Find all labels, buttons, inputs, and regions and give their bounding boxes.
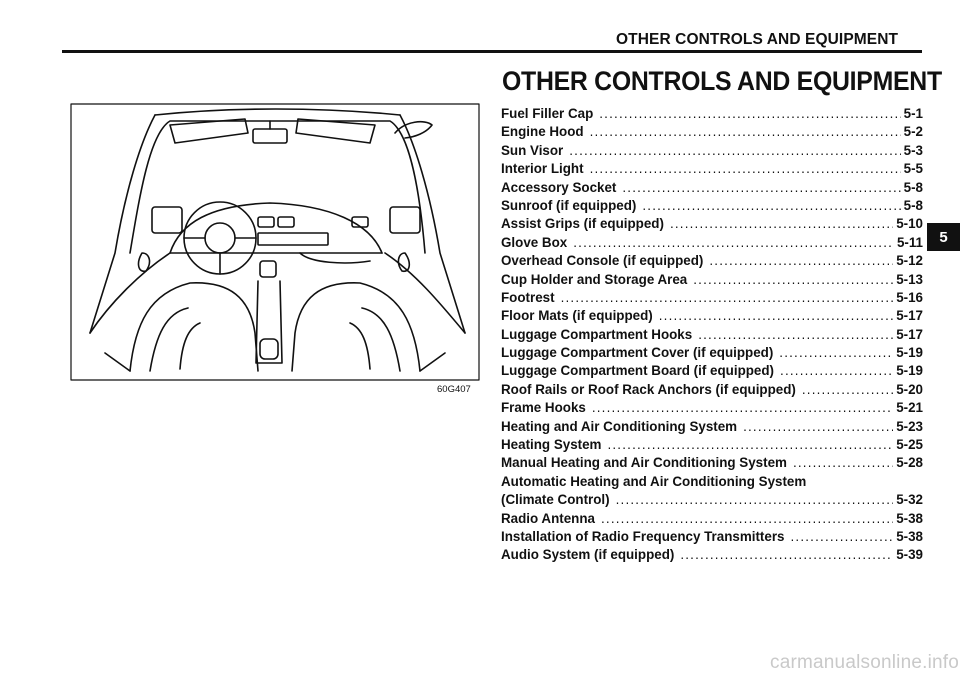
side-mirror-left: [152, 207, 182, 233]
leader-dots: [709, 252, 893, 270]
leader-dots: [670, 215, 893, 233]
toc-entry-page: 5-20: [896, 381, 923, 397]
toc-entry[interactable]: [501, 289, 923, 307]
toc-entry-page: 5-38: [896, 510, 923, 526]
toc-entry[interactable]: [501, 215, 923, 233]
toc-entry-page: 5-32: [896, 492, 923, 508]
toc-entry-title: Luggage Compartment Board (if equipped): [501, 363, 775, 379]
toc-entry[interactable]: [501, 546, 923, 564]
leader-dots: [743, 418, 893, 436]
watermark: carmanualsonline.info: [770, 652, 960, 673]
toc-entry[interactable]: [501, 307, 923, 325]
leader-dots: [622, 179, 900, 197]
a-pillar-right: [400, 115, 465, 333]
toc-entry-page: 5-8: [903, 197, 923, 213]
toc-entry-title: Interior Light: [501, 161, 584, 177]
toc-entry-title: Frame Hooks: [501, 400, 586, 416]
toc-entry[interactable]: [501, 271, 923, 289]
toc-entry[interactable]: [501, 179, 923, 197]
assist-grip: [395, 122, 432, 138]
toc-entry[interactable]: [501, 510, 923, 528]
toc-entry[interactable]: [501, 142, 923, 160]
leader-dots: [659, 307, 893, 325]
header-rule: [62, 50, 922, 53]
toc-entry-page: 5-23: [896, 418, 923, 434]
leader-dots: [693, 271, 893, 289]
toc-entry[interactable]: [501, 252, 923, 270]
sun-visor-right: [296, 119, 375, 143]
center-console: [258, 233, 328, 245]
toc-entry-title: Engine Hood: [501, 124, 584, 140]
leader-dots: [590, 160, 901, 178]
toc-entry-title-line1: Automatic Heating and Air Conditioning System: [501, 473, 807, 489]
toc-entry[interactable]: [501, 436, 923, 454]
chapter-tab: 5: [927, 223, 960, 251]
toc-entry-page: 5-38: [896, 528, 923, 544]
toc-entry[interactable]: [501, 362, 923, 380]
toc-entry[interactable]: [501, 528, 923, 546]
toc-entry-title: Installation of Radio Frequency Transmitters: [501, 528, 785, 544]
toc-entry-page: 5-2: [903, 124, 923, 140]
toc-entry-page: 5-19: [896, 345, 923, 361]
toc-entry-page: 5-17: [896, 326, 923, 342]
toc-entry-title: Audio System (if equipped): [501, 547, 675, 563]
toc-entry-page: 5-19: [896, 363, 923, 379]
leader-dots: [680, 546, 893, 564]
table-of-contents: [501, 105, 923, 565]
toc-entry-title: Assist Grips (if equipped): [501, 216, 664, 232]
door-handle-right: [398, 253, 409, 271]
vent-left: [258, 217, 274, 227]
toc-entry-page: 5-11: [896, 234, 923, 250]
toc-entry-page: 5-3: [903, 142, 923, 158]
toc-entry[interactable]: [501, 105, 923, 123]
leader-dots: [616, 491, 894, 509]
leader-dots: [698, 326, 893, 344]
toc-entry-page: 5-13: [896, 271, 923, 287]
door-handle-left: [139, 253, 150, 271]
leader-dots: [607, 436, 893, 454]
toc-entry-title: Luggage Compartment Cover (if equipped): [501, 345, 774, 361]
toc-entry-title: Cup Holder and Storage Area: [501, 271, 688, 287]
toc-entry-title: Floor Mats (if equipped): [501, 308, 653, 324]
toc-entry[interactable]: [501, 234, 923, 252]
toc-entry-title: Luggage Compartment Hooks: [501, 326, 693, 342]
toc-entry-page: 5-16: [896, 289, 923, 305]
shifter: [260, 261, 276, 277]
leader-dots: [642, 197, 900, 215]
toc-entry[interactable]: [501, 418, 923, 436]
toc-entry[interactable]: [501, 473, 923, 510]
toc-entry[interactable]: [501, 123, 923, 141]
leader-dots: [569, 142, 900, 160]
leader-dots: [573, 234, 894, 252]
toc-entry[interactable]: [501, 344, 923, 362]
rearview-mirror: [253, 129, 287, 143]
leader-dots: [802, 381, 893, 399]
toc-entry-title: Accessory Socket: [501, 179, 617, 195]
toc-entry-page: 5-25: [896, 437, 923, 453]
section-title: OTHER CONTROLS AND EQUIPMENT: [502, 66, 942, 96]
toc-entry-title: Roof Rails or Roof Rack Anchors (if equipped): [501, 381, 796, 397]
toc-entry-page: 5-28: [896, 455, 923, 471]
leader-dots: [561, 289, 894, 307]
toc-entry-title: Fuel Filler Cap: [501, 106, 594, 121]
leader-dots: [601, 510, 893, 528]
toc-entry-title: (Climate Control): [501, 492, 610, 508]
leader-dots: [599, 105, 900, 123]
toc-entry-title: Manual Heating and Air Conditioning System: [501, 455, 787, 471]
sun-visor-left: [170, 119, 248, 143]
toc-entry-title: Heating and Air Conditioning System: [501, 418, 738, 434]
toc-entry[interactable]: [501, 197, 923, 215]
running-header: OTHER CONTROLS AND EQUIPMENT: [616, 31, 899, 48]
side-mirror-right: [390, 207, 420, 233]
toc-entry-page: 5-21: [896, 400, 923, 416]
toc-entry-page: 5-17: [896, 308, 923, 324]
toc-entry[interactable]: [501, 381, 923, 399]
vent-right: [278, 217, 294, 227]
toc-entry-page: 5-5: [903, 161, 923, 177]
figure-code: 60G407: [437, 384, 471, 395]
toc-entry-page: 5-8: [903, 179, 923, 195]
toc-entry-title: Overhead Console (if equipped): [501, 253, 704, 269]
a-pillar-left: [90, 115, 155, 333]
toc-entry[interactable]: [501, 326, 923, 344]
toc-entry-page: 5-10: [896, 216, 923, 232]
leader-dots: [590, 123, 901, 141]
leader-dots: [780, 362, 893, 380]
toc-entry[interactable]: [501, 160, 923, 178]
toc-entry-title: Footrest: [501, 289, 555, 305]
leader-dots: [592, 399, 893, 417]
toc-entry[interactable]: [501, 399, 923, 417]
toc-entry-page: 5-39: [896, 547, 923, 563]
toc-entry-title: Heating System: [501, 437, 602, 453]
glove-box: [300, 253, 370, 263]
toc-entry-title: Sun Visor: [501, 142, 564, 158]
car-interior-illustration: [70, 103, 480, 381]
leader-dots: [793, 454, 893, 472]
toc-entry-page: 5-1: [903, 106, 923, 121]
windshield-top: [155, 109, 400, 115]
toc-entry-title: Radio Antenna: [501, 510, 595, 526]
leader-dots: [791, 528, 894, 546]
toc-entry-page: 5-12: [896, 253, 923, 269]
leader-dots: [779, 344, 893, 362]
toc-entry-title: Glove Box: [501, 234, 568, 250]
toc-entry[interactable]: [501, 454, 923, 472]
toc-entry-title: Sunroof (if equipped): [501, 197, 637, 213]
